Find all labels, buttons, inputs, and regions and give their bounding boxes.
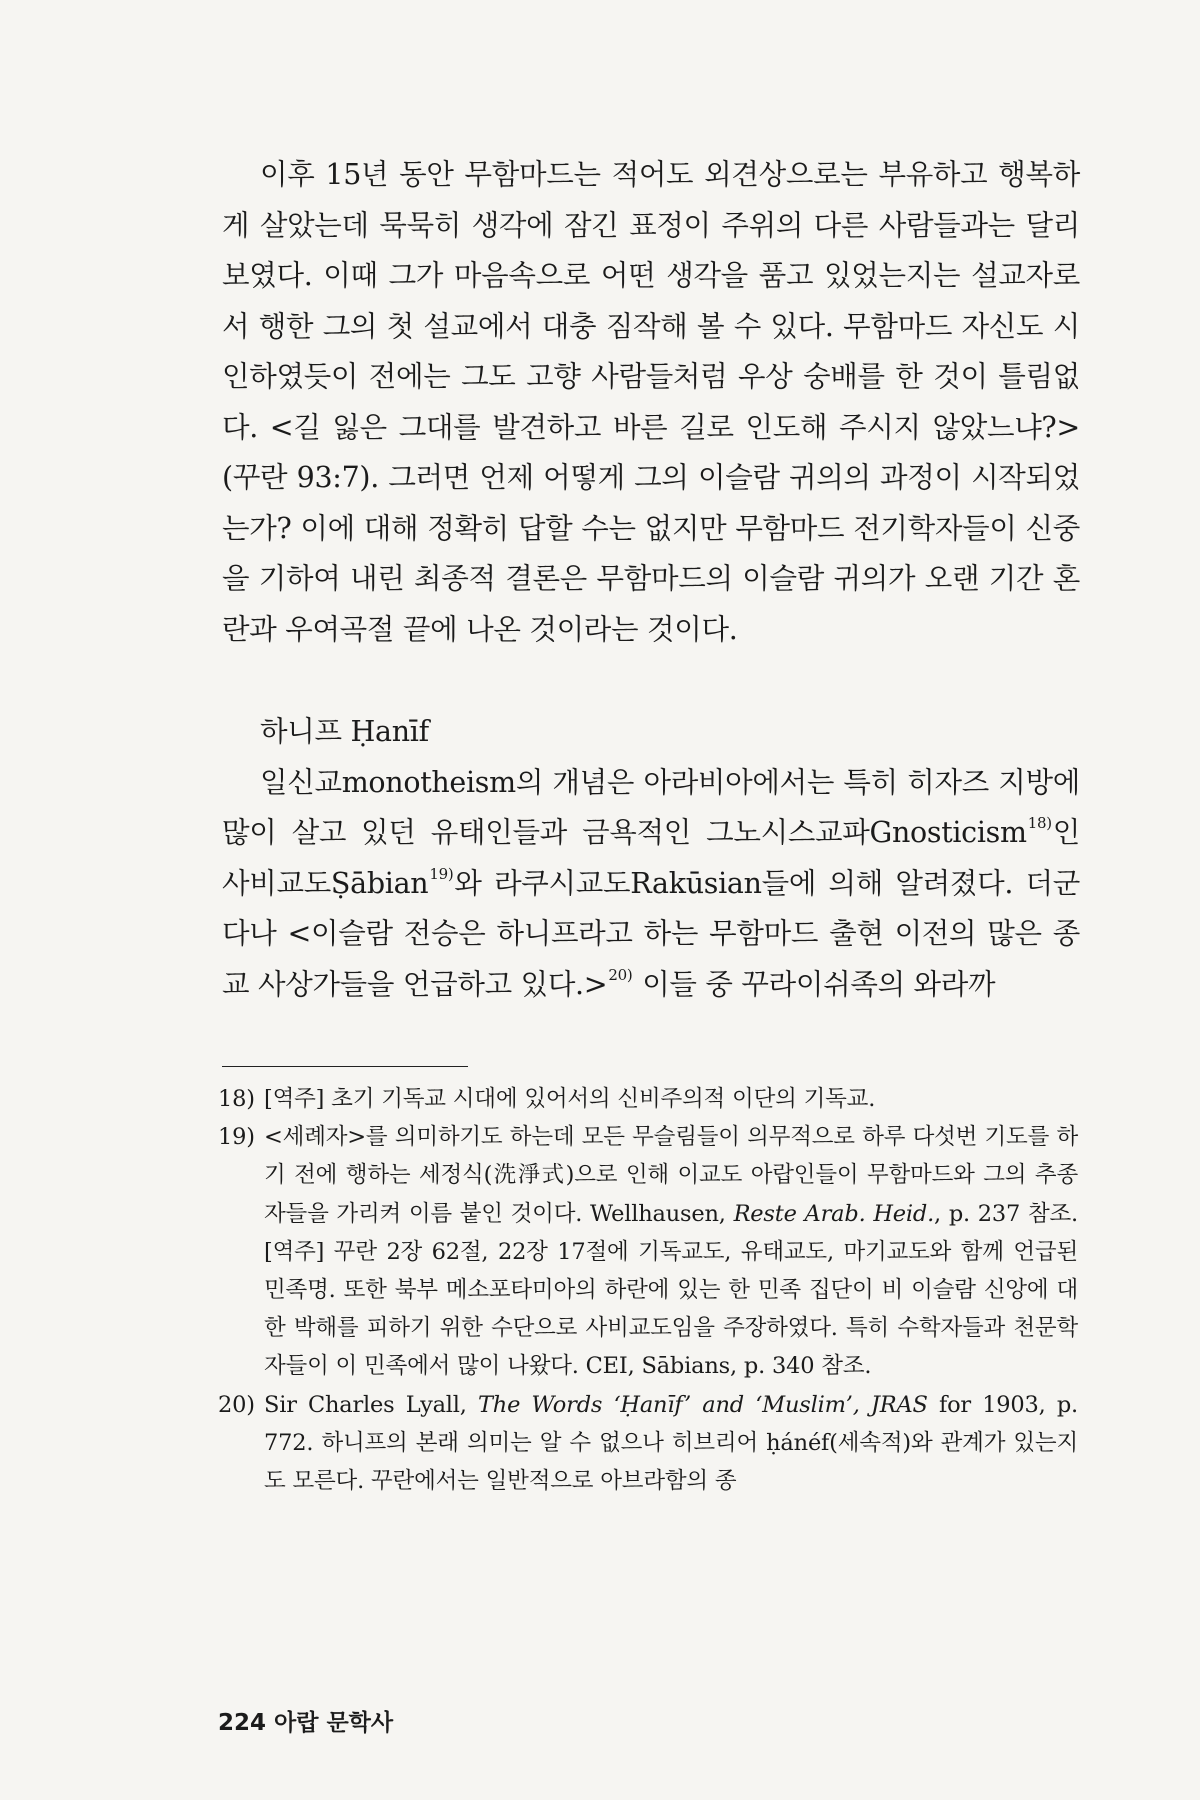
footnote-ref-20[interactable]: 20)	[608, 965, 633, 984]
paragraph-2	[222, 758, 1080, 1011]
paragraph-1: 이후 15년 동안 무함마드는 적어도 외견상으로는 부유하고 행복하게 살았는데 묵묵히 생각에 잠긴 표정이 주위의 다른 사람들과는 달리 보였다. 이때 그가 마음속으로 어떤 생각을 품고 있었는지는 설교자로서 행한 그의 첫 설교에서 대충 짐작해 볼 수 있다. 무함마드 자신도 시인하였듯이 전에는 그도 고향 사람들처럼 우상 숭배를 한 것이 틀림없다. <길 잃은 그대를 발견하고 바른 길로 인도해 주시지 않았느냐?>(꾸란 93:7). 그러면 언제 어떻게 그의 이슬람 귀의의 과정이 시작되었는가? 이에 대해 정확히 답할 수는 없지만 무함마드 전기학자들이 신중을 기하여 내린 최종적 결론은 무함마드의 이슬람 귀의가 오랜 기간 혼란과 우여곡절 끝에 나온 것이라는 것이다.	[222, 158, 1080, 646]
paragraph-2-part-d: 이들 중 꾸라이쉬족의 와라까	[633, 967, 996, 1001]
section-heading-hanif: 하니프 Ḥanīf	[260, 715, 429, 748]
footnote-number: 18)	[218, 1086, 255, 1112]
footnote-text-pre: <세례자>를 의미하기도 하는데 모든 무슬림들이 의무적으로 하루 다섯번 기도를 하기 전에 행하는 세정식(洗淨式)으로 인해 이교도 아랍인들이 무함마드와 그의 추종자들을 가리켜 이름 붙인 것이다. Wellhausen,	[264, 1124, 1078, 1227]
footnotes	[218, 1080, 1078, 1500]
main-text	[222, 150, 1080, 1010]
paragraph-2-part-b: 인 사비교도Ṣābian	[222, 816, 1080, 900]
paragraph-2-part-c: 와 라쿠시교도Rakūsian들에 의해 알려졌다. 더군다나 <이슬람 전승은 하니프라고 하는 무함마드 출현 이전의 많은 종교 사상가들을 언급하고 있다.>	[222, 866, 1080, 1001]
footnote-18	[218, 1080, 1078, 1118]
footnote-citation-title: Reste Arab. Heid.	[733, 1200, 935, 1227]
footnote-ref-19[interactable]: 19)	[429, 864, 454, 883]
footnote-number: 19)	[218, 1124, 255, 1151]
footnote-19	[218, 1118, 1078, 1385]
footnote-number: 20)	[218, 1391, 255, 1418]
footnote-ref-18[interactable]: 18)	[1027, 814, 1052, 832]
footnote-text-post: , p. 237 참조. [역주] 꾸란 2장 62절, 22장 17절에 기독교도, 유태교도, 마기교도와 함께 언급된 민족명. 또한 북부 메소포타미아의 하란에 있는 한 민족 집단이 비 이슬람 신앙에 대한 박해를 피하기 위한 수단으로 사비교도임을 주장하였다. 특히 수학자들과 천문학자들이 이 민족에서 많이 나왔다. CEI, Sābians, p. 340 참조.	[264, 1200, 1078, 1380]
footnote-divider	[222, 1066, 468, 1067]
page-footer: 224 아랍 문학사	[218, 1710, 394, 1736]
footnote-text-post: for 1903, p. 772. 하니프의 본래 의미는 알 수 없으나 히브리어 ḥánéf(세속적)와 관계가 있는지도 모른다. 꾸란에서는 일반적으로 아브라함의 종	[264, 1391, 1078, 1495]
footnote-citation-title: The Words ‘Ḥanīf’ and ‘Muslim’, JRAS	[477, 1391, 928, 1418]
footnote-text-pre: Sir Charles Lyall,	[264, 1391, 478, 1418]
footnote-text: [역주] 초기 기독교 시대에 있어서의 신비주의적 이단의 기독교.	[264, 1086, 876, 1112]
paragraph-2-part-a: 일신교monotheism의 개념은 아라비아에서는 특히 히자즈 지방에 많이 살고 있던 유태인들과 금욕적인 그노시스교파Gnosticism	[222, 765, 1080, 849]
footnote-20	[218, 1386, 1078, 1501]
footnote-text	[264, 1118, 1078, 1385]
footnote-text	[264, 1386, 1078, 1501]
